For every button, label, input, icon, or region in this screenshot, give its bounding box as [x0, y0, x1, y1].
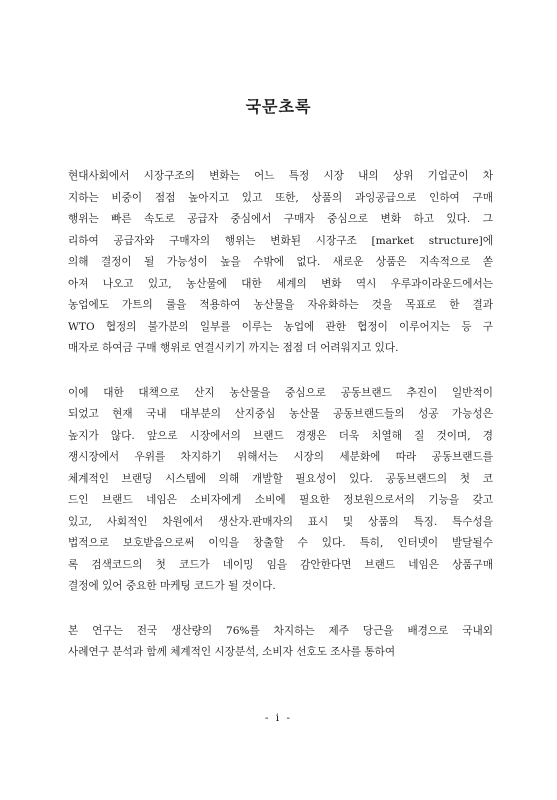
page-title: 국문초록 — [245, 97, 312, 116]
text-line: 리하여 공급자와 구매자의 행위는 변화된 시장구조 [market structure]에 — [68, 234, 493, 247]
text-line: 쟁시장에서 우위를 차지하기 위해서는 시장의 세분화에 따라 공동브랜드를 — [68, 451, 493, 463]
text-line: 되었고 현재 국내 대부분의 산지중심 농산물 공동브랜드들의 성공 가능성은 — [68, 408, 493, 420]
text-line: 이에 대한 대책으로 산지 농산물을 중심으로 공동브랜드 추진이 일반적이 — [68, 386, 493, 399]
text-line: 높지가 않다. 앞으로 시장에서의 브랜드 경쟁은 더욱 치열해 질 것이며, 경 — [68, 429, 493, 442]
text-line: 지하는 비중이 점점 높아지고 있고 또한, 상품의 과잉공급으로 인하여 구매 — [68, 191, 493, 204]
abstract-body — [68, 166, 493, 687]
text-line: 있고, 사회적인 차원에서 생산자.판매자의 표시 및 상품의 특징. 특수성을 — [68, 515, 493, 528]
page-number: - i - — [264, 712, 293, 724]
text-line: 아져 나오고 있고, 농산물에 대한 세계의 변화 역시 우루과이라운드에서는 — [68, 277, 493, 290]
text-line: 법적으로 보호받음으로써 이익을 창출할 수 있다. 특히, 인터넷이 발달될수 — [68, 537, 493, 549]
text-line: 현대사회에서 시장구조의 변화는 어느 특정 시장 내의 상위 기업군이 차 — [68, 170, 493, 182]
text-line: 의해 결정이 될 가능성이 높을 수밖에 없다. 새로운 상품은 지속적으로 쏟 — [68, 256, 493, 268]
text-line: 록 검색코드의 첫 코드가 네이밍 임을 감안한다면 브랜드 네임은 상품구매 — [68, 558, 493, 571]
text-line: 농업에도 가트의 룰을 적용하여 농산물을 자유화하는 것을 목표로 한 결과 — [68, 299, 493, 311]
text-line: 체계적인 브랜딩 시스템에 의해 개발할 필요성이 있다. 공동브랜드의 첫 코 — [68, 472, 493, 485]
text-line: 매자로 하여금 구매 행위로 연결시키기 까지는 점점 더 어려워지고 있다. — [68, 342, 399, 354]
paragraph — [68, 166, 493, 360]
text-line: 본 연구는 전국 생산량의 76%를 차지하는 제주 당근을 배경으로 국내외 — [68, 624, 493, 637]
text-line: 결정에 있어 중요한 마케팅 코드가 될 것이다. — [68, 580, 276, 592]
paragraph — [68, 621, 493, 664]
text-line: WTO 협정의 불가분의 일부를 이루는 농업에 관한 협정이 이루어지는 등 구 — [68, 320, 493, 333]
text-line: 사례연구 분석과 함께 체계적인 시장분석, 소비자 선호도 조사를 통하여 — [68, 646, 396, 658]
paragraph — [68, 383, 493, 598]
text-line: 드인 브랜드 네임은 소비자에게 소비에 필요한 정보원으로서의 기능을 갖고 — [68, 494, 493, 506]
text-line: 행위는 빠른 속도로 공급자 중심에서 구매자 중심으로 변화 하고 있다. 그 — [68, 213, 493, 225]
